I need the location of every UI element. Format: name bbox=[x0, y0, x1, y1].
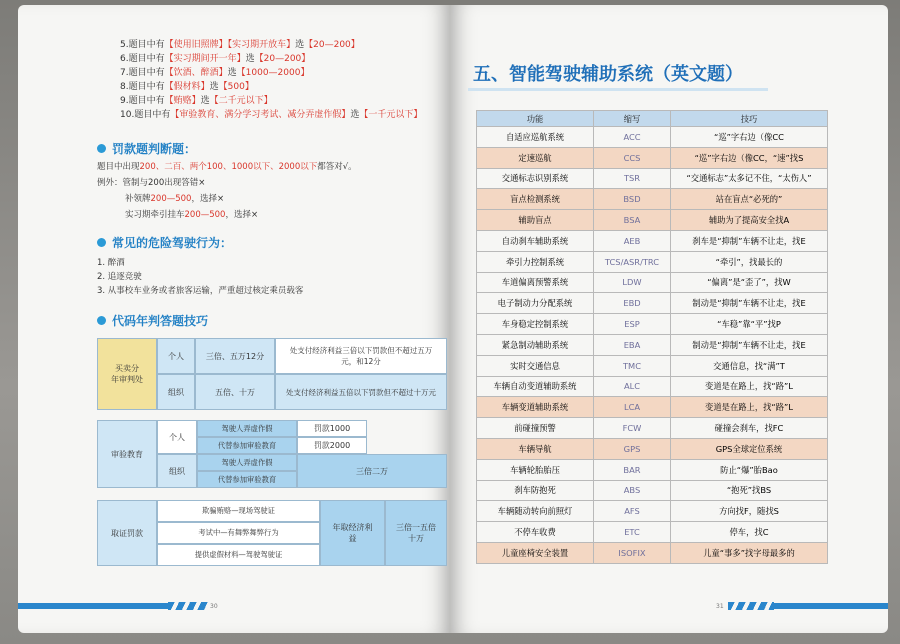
cell-function: 不停车收费 bbox=[477, 522, 594, 543]
cell-abbr: ETC bbox=[594, 522, 671, 543]
cell-function: 儿童座椅安全装置 bbox=[477, 542, 594, 563]
cell-function: 自适应巡航系统 bbox=[477, 127, 594, 148]
table-row bbox=[477, 127, 828, 148]
fine-line-2: 例外：管制与200出现答错× bbox=[97, 178, 206, 188]
cell-tip: “抱死”找BS bbox=[671, 480, 828, 501]
title-underline bbox=[468, 88, 768, 91]
block3-right: 三倍一五倍十万 bbox=[385, 500, 447, 566]
cell-abbr: EBA bbox=[594, 334, 671, 355]
adas-table bbox=[476, 110, 828, 564]
table-row bbox=[477, 522, 828, 543]
table-row bbox=[477, 438, 828, 459]
danger-item-1: 1. 醉酒 bbox=[97, 258, 125, 268]
bullet-dot-icon bbox=[97, 144, 106, 153]
cell-function: 前碰撞预警 bbox=[477, 418, 594, 439]
block3-label: 取证罚款 bbox=[97, 500, 157, 566]
cell-tip: “巡”字右边（像CC bbox=[671, 127, 828, 148]
block1-who-individual: 个人 bbox=[157, 338, 195, 374]
section-title: 常见的危险驾驶行为： bbox=[112, 236, 233, 250]
numbered-item: 8.题目中有【假材料】选【500】 bbox=[120, 82, 254, 92]
table-row bbox=[477, 334, 828, 355]
header-function: 功能 bbox=[477, 111, 594, 127]
table-row bbox=[477, 459, 828, 480]
cell-tip: 防止“爆”胎Bao bbox=[671, 459, 828, 480]
cell-tip: 刹车是“抑制”车辆不让走，找E bbox=[671, 230, 828, 251]
table-row bbox=[477, 355, 828, 376]
table-row bbox=[477, 147, 828, 168]
cell-function: 自动刹车辅助系统 bbox=[477, 230, 594, 251]
cell-tip: 变道是在路上，找“路”L bbox=[671, 397, 828, 418]
cell-abbr: LCA bbox=[594, 397, 671, 418]
table-row bbox=[477, 230, 828, 251]
cell-tip: 交通信息，找“满”T bbox=[671, 355, 828, 376]
block1-org-rule: 处支付经济利益五倍以下罚款但不超过十万元 bbox=[275, 374, 447, 410]
cell-abbr: FCW bbox=[594, 418, 671, 439]
cell-abbr: ACC bbox=[594, 127, 671, 148]
header-tip: 技巧 bbox=[671, 111, 828, 127]
cell-tip: 变道是在路上，找“路”L bbox=[671, 376, 828, 397]
cell-function: 盲点检测系统 bbox=[477, 189, 594, 210]
block2-org-b: 代替参加审验教育 bbox=[197, 471, 297, 488]
cell-function: 车辆变道辅助系统 bbox=[477, 397, 594, 418]
block2-org-a: 驾驶人弄虚作假 bbox=[197, 454, 297, 471]
cell-function: 车辆导航 bbox=[477, 438, 594, 459]
cell-tip: 制动是“抑制”车辆不让走，找E bbox=[671, 334, 828, 355]
table-row bbox=[477, 418, 828, 439]
block2-ind-b-val: 罚款2000 bbox=[297, 437, 367, 454]
footer-bar-right bbox=[774, 603, 888, 609]
cell-abbr: CCS bbox=[594, 147, 671, 168]
block1-individual-rule: 处支付经济利益三倍以下罚款但不超过五万元，和12分 bbox=[275, 338, 447, 374]
cell-abbr: AEB bbox=[594, 230, 671, 251]
cell-function: 紧急制动辅助系统 bbox=[477, 334, 594, 355]
block1-label: 买卖分 年审判处 bbox=[97, 338, 157, 410]
block2-label: 审验教育 bbox=[97, 420, 157, 488]
cell-abbr: ABS bbox=[594, 480, 671, 501]
cell-function: 牵引力控制系统 bbox=[477, 251, 594, 272]
cell-abbr: ISOFIX bbox=[594, 542, 671, 563]
block2-ind-b: 代替参加审验教育 bbox=[197, 437, 297, 454]
cell-abbr: TSR bbox=[594, 168, 671, 189]
cell-abbr: GPS bbox=[594, 438, 671, 459]
block1-org-key: 五倍、十万 bbox=[195, 374, 275, 410]
numbered-item: 9.题目中有【贿赂】选【二千元以下】 bbox=[120, 96, 273, 106]
block3-r2: 考试中—有舞弊舞弊行为 bbox=[157, 522, 320, 544]
section-title: 罚款题判断题： bbox=[112, 142, 197, 156]
danger-item-3: 3. 从事校车业务或者旅客运输，严重超过核定乘员载客 bbox=[97, 286, 304, 296]
cell-function: 车辆轮胎胎压 bbox=[477, 459, 594, 480]
fine-line-4: 实习期牵引挂车200—500，选择× bbox=[125, 210, 259, 220]
cell-tip: 制动是“抑制”车辆不让走，找E bbox=[671, 293, 828, 314]
numbered-item: 6.题目中有【实习期间开一年】选【20—200】 bbox=[120, 54, 311, 64]
bullet-dot-icon bbox=[97, 238, 106, 247]
block3-r1: 欺骗贿赂—现场驾驶证 bbox=[157, 500, 320, 522]
cell-function: 定速巡航 bbox=[477, 147, 594, 168]
cell-function: 车身稳定控制系统 bbox=[477, 314, 594, 335]
cell-abbr: TMC bbox=[594, 355, 671, 376]
numbered-item: 10.题目中有【审验教育、满分学习考试、减分弄虚作假】选【一千元以下】 bbox=[120, 110, 423, 120]
table-row bbox=[477, 376, 828, 397]
footer-bar-left bbox=[18, 603, 168, 609]
block2-ind-a-val: 罚款1000 bbox=[297, 420, 367, 437]
table-row bbox=[477, 293, 828, 314]
table-row bbox=[477, 210, 828, 231]
cell-tip: “偏离”是“歪了”，找W bbox=[671, 272, 828, 293]
cell-abbr: AFS bbox=[594, 501, 671, 522]
cell-abbr: EBD bbox=[594, 293, 671, 314]
page-number-right: 31 bbox=[716, 603, 724, 610]
block2-org-val: 三倍二万 bbox=[297, 454, 447, 488]
cell-tip: 儿童“事多”找字母最多的 bbox=[671, 542, 828, 563]
cell-abbr: ESP bbox=[594, 314, 671, 335]
danger-item-2: 2. 追逐竞驶 bbox=[97, 272, 142, 282]
cell-abbr: BAR bbox=[594, 459, 671, 480]
cell-tip: “巡”字右边（像CC，“速”找S bbox=[671, 147, 828, 168]
cell-tip: GPS全球定位系统 bbox=[671, 438, 828, 459]
cell-abbr: TCS/ASR/TRC bbox=[594, 251, 671, 272]
right-page-title: 五、智能驾驶辅助系统（英文题） bbox=[473, 64, 743, 85]
cell-abbr: BSA bbox=[594, 210, 671, 231]
section-fine-judgement-heading bbox=[97, 140, 196, 157]
fine-line-3: 补领牌200—500，选择× bbox=[125, 194, 225, 204]
section-title: 代码年判答题技巧 bbox=[112, 314, 209, 328]
cell-function: 辅助盲点 bbox=[477, 210, 594, 231]
footer-stripes-left bbox=[168, 602, 208, 610]
cell-function: 电子制动力分配系统 bbox=[477, 293, 594, 314]
block3-mid: 年取经济利益 bbox=[320, 500, 385, 566]
cell-tip: 碰撞会刹车，找FC bbox=[671, 418, 828, 439]
block1-who-org: 组织 bbox=[157, 374, 195, 410]
bullet-dot-icon bbox=[97, 316, 106, 325]
cell-tip: “交通标志”太多记不住，“太伤人” bbox=[671, 168, 828, 189]
block2-ind-a: 驾驶人弄虚作假 bbox=[197, 420, 297, 437]
cell-tip: 停车，找C bbox=[671, 522, 828, 543]
header-abbr: 缩写 bbox=[594, 111, 671, 127]
table-row bbox=[477, 480, 828, 501]
cell-function: 车辆自动变道辅助系统 bbox=[477, 376, 594, 397]
cell-tip: “牵引”，找最长的 bbox=[671, 251, 828, 272]
numbered-item: 7.题目中有【饮酒、醉酒】选【1000—2000】 bbox=[120, 68, 310, 78]
cell-tip: 辅助为了提高安全找A bbox=[671, 210, 828, 231]
cell-abbr: BSD bbox=[594, 189, 671, 210]
cell-function: 刹车防抱死 bbox=[477, 480, 594, 501]
numbered-item: 5.题目中有【使用旧照牌】【实习期开放车】选【20—200】 bbox=[120, 40, 360, 50]
cell-abbr: LDW bbox=[594, 272, 671, 293]
table-row bbox=[477, 272, 828, 293]
section-dangerous-driving-heading bbox=[97, 234, 232, 251]
table-row bbox=[477, 542, 828, 563]
table-row bbox=[477, 501, 828, 522]
footer-stripes-right bbox=[728, 602, 774, 610]
cell-abbr: ALC bbox=[594, 376, 671, 397]
table-row bbox=[477, 189, 828, 210]
table-row bbox=[477, 397, 828, 418]
page-number-left: 30 bbox=[210, 603, 218, 610]
cell-function: 车辆随动转向前照灯 bbox=[477, 501, 594, 522]
table-row bbox=[477, 314, 828, 335]
block3-r3: 提供虚假材料—驾驶驾驶证 bbox=[157, 544, 320, 566]
table-row bbox=[477, 168, 828, 189]
cell-function: 实时交通信息 bbox=[477, 355, 594, 376]
block2-who-org: 组织 bbox=[157, 454, 197, 488]
block2-who-individual: 个人 bbox=[157, 420, 197, 454]
cell-tip: “车稳”靠“平”找P bbox=[671, 314, 828, 335]
table-row bbox=[477, 251, 828, 272]
block1-individual-key: 三倍、五万12分 bbox=[195, 338, 275, 374]
table-header-row bbox=[477, 111, 828, 127]
cell-tip: 站在盲点“必死的” bbox=[671, 189, 828, 210]
cell-tip: 方向找F，随找S bbox=[671, 501, 828, 522]
fine-line-1: 题目中出现200、二百、两个100、1000以下、2000以下都答对√。 bbox=[97, 162, 357, 172]
cell-function: 车道偏离预警系统 bbox=[477, 272, 594, 293]
section-code-tips-heading bbox=[97, 312, 208, 329]
cell-function: 交通标志识别系统 bbox=[477, 168, 594, 189]
